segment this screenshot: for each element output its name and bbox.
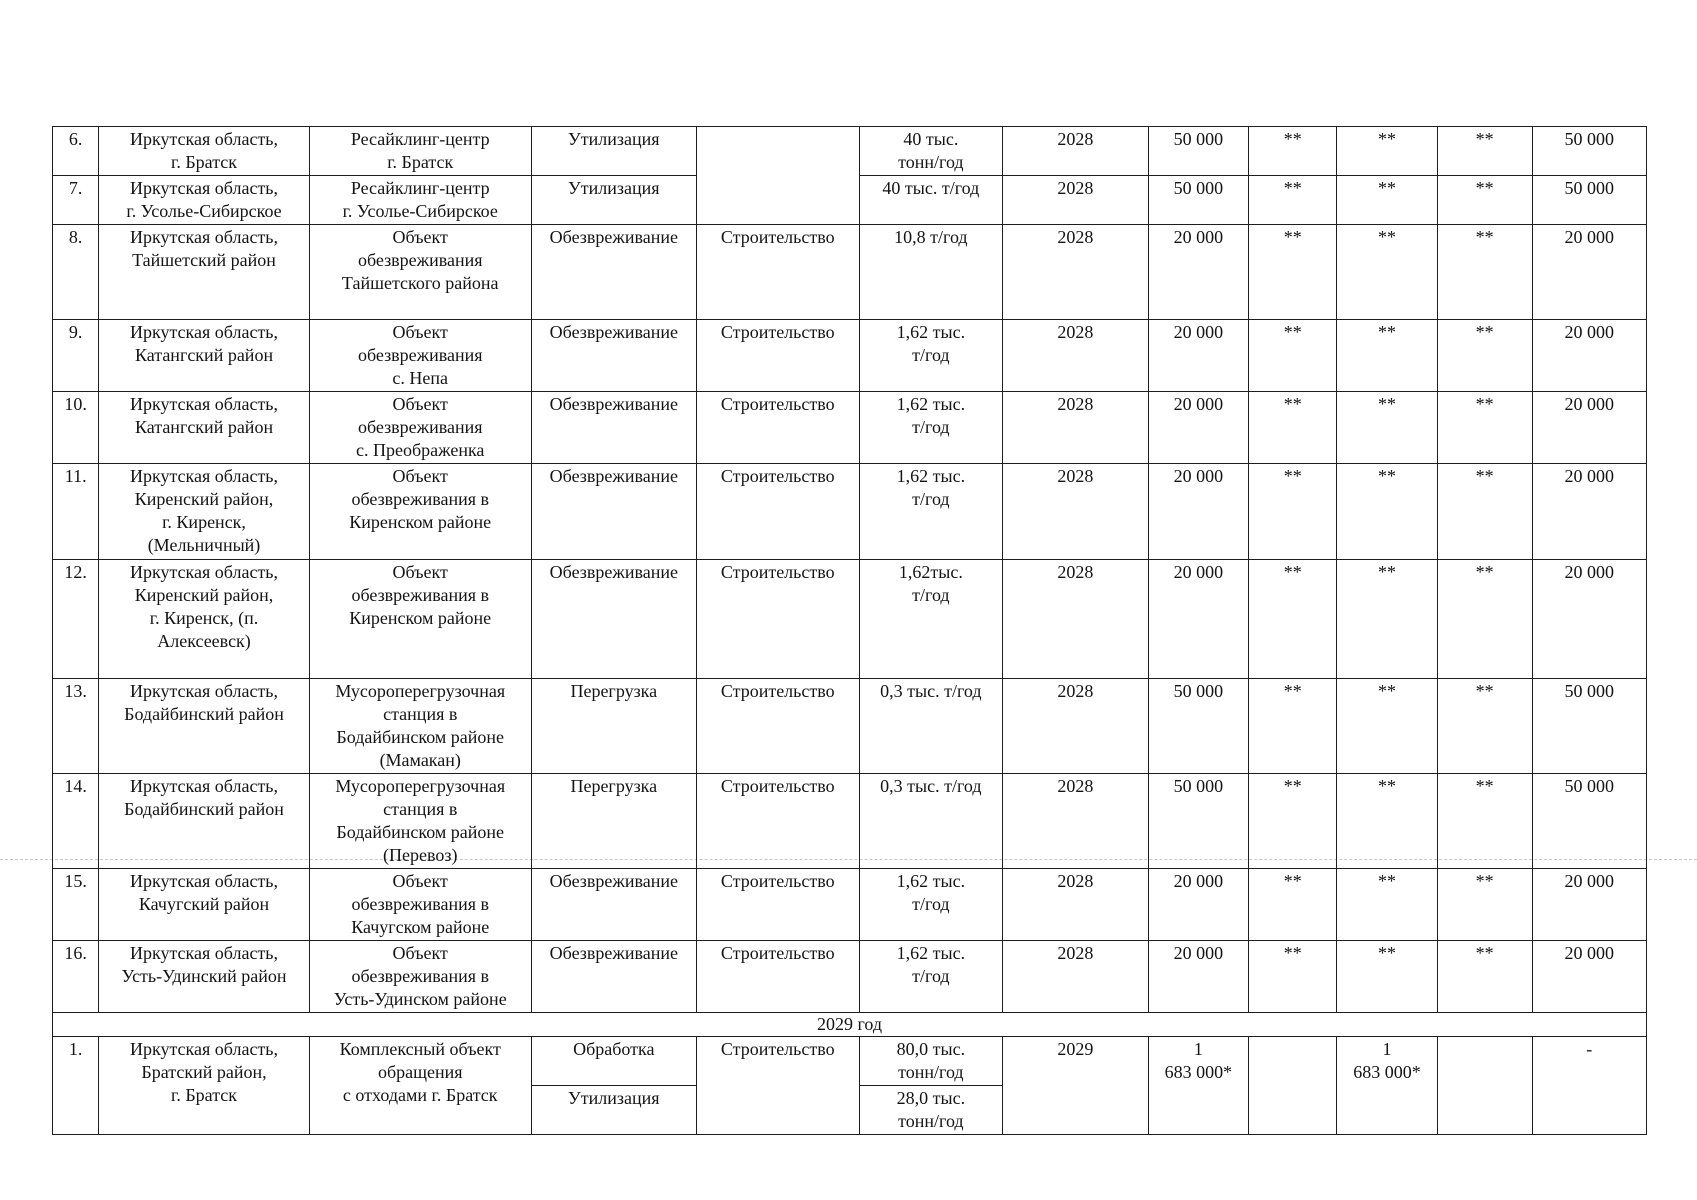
total-cost-cell: 50 000 xyxy=(1148,679,1248,774)
funding-cell: ** xyxy=(1437,464,1532,560)
funding-cell: ** xyxy=(1437,127,1532,176)
object-cell: Объект обезвреживания с. Преображенка xyxy=(309,392,531,464)
work-type-cell: Строительство xyxy=(696,464,859,560)
funding-cell: ** xyxy=(1337,392,1437,464)
waste-objects-table xyxy=(52,126,1647,1135)
work-type-cell xyxy=(696,127,859,225)
total-cost-cell: 20 000 xyxy=(1148,225,1248,320)
work-type-cell: Строительство xyxy=(696,679,859,774)
activity-cell: Утилизация xyxy=(531,1086,696,1135)
year-cell: 2028 xyxy=(1003,176,1149,225)
object-cell: Объект обезвреживания в Киренском районе xyxy=(309,464,531,560)
funding-total-cell: 50 000 xyxy=(1532,679,1646,774)
year-cell: 2029 xyxy=(1003,1037,1149,1135)
row-number: 1. xyxy=(53,1037,99,1135)
row-number: 14. xyxy=(53,774,99,869)
location-cell: Иркутская область, Катангский район xyxy=(99,320,309,392)
activity-cell: Обезвреживание xyxy=(531,464,696,560)
activity-cell: Перегрузка xyxy=(531,679,696,774)
year-cell: 2028 xyxy=(1003,127,1149,176)
capacity-cell: 80,0 тыс. тонн/год xyxy=(859,1037,1002,1086)
funding-total-cell: 20 000 xyxy=(1532,225,1646,320)
row-number: 7. xyxy=(53,176,99,225)
table-row xyxy=(53,560,1647,679)
object-cell: Ресайклинг-центр г. Усолье-Сибирское xyxy=(309,176,531,225)
funding-cell: ** xyxy=(1437,560,1532,679)
funding-cell: ** xyxy=(1437,869,1532,941)
year-cell: 2028 xyxy=(1003,225,1149,320)
funding-cell: ** xyxy=(1337,225,1437,320)
location-cell: Иркутская область, Бодайбинский район xyxy=(99,774,309,869)
table-row xyxy=(53,392,1647,464)
funding-total-cell: 20 000 xyxy=(1532,869,1646,941)
location-cell: Иркутская область, Братский район, г. Братск xyxy=(99,1037,309,1135)
funding-cell: ** xyxy=(1248,320,1336,392)
activity-cell: Обезвреживание xyxy=(531,941,696,1013)
table-row xyxy=(53,941,1647,1013)
funding-cell: ** xyxy=(1337,774,1437,869)
table-row xyxy=(53,320,1647,392)
funding-total-cell: 50 000 xyxy=(1532,127,1646,176)
funding-cell: ** xyxy=(1248,679,1336,774)
year-cell: 2028 xyxy=(1003,774,1149,869)
funding-cell: ** xyxy=(1248,225,1336,320)
location-cell: Иркутская область, Киренский район, г. Киренск, (п. Алексеевск) xyxy=(99,560,309,679)
work-type-cell: Строительство xyxy=(696,1037,859,1135)
table-row xyxy=(53,464,1647,560)
funding-total-cell: 20 000 xyxy=(1532,392,1646,464)
funding-total-cell: 50 000 xyxy=(1532,176,1646,225)
total-cost-cell: 50 000 xyxy=(1148,127,1248,176)
capacity-cell: 28,0 тыс. тонн/год xyxy=(859,1086,1002,1135)
funding-cell: ** xyxy=(1437,225,1532,320)
work-type-cell: Строительство xyxy=(696,774,859,869)
activity-cell: Обезвреживание xyxy=(531,560,696,679)
work-type-cell: Строительство xyxy=(696,869,859,941)
row-number: 10. xyxy=(53,392,99,464)
activity-cell: Обработка xyxy=(531,1037,696,1086)
year-cell: 2028 xyxy=(1003,392,1149,464)
funding-total-cell: - xyxy=(1532,1037,1646,1135)
capacity-cell: 0,3 тыс. т/год xyxy=(859,679,1002,774)
funding-cell: ** xyxy=(1337,320,1437,392)
funding-cell: ** xyxy=(1337,560,1437,679)
year-cell: 2028 xyxy=(1003,320,1149,392)
funding-cell: ** xyxy=(1248,560,1336,679)
capacity-cell: 1,62 тыс. т/год xyxy=(859,320,1002,392)
row-number: 6. xyxy=(53,127,99,176)
total-cost-cell: 50 000 xyxy=(1148,774,1248,869)
capacity-cell: 10,8 т/год xyxy=(859,225,1002,320)
capacity-cell: 1,62 тыс. т/год xyxy=(859,392,1002,464)
funding-cell: ** xyxy=(1248,774,1336,869)
year-section-header: 2029 год xyxy=(53,1013,1647,1037)
activity-cell: Обезвреживание xyxy=(531,320,696,392)
total-cost-cell: 20 000 xyxy=(1148,320,1248,392)
funding-cell: ** xyxy=(1337,127,1437,176)
object-cell: Объект обезвреживания с. Непа xyxy=(309,320,531,392)
work-type-cell: Строительство xyxy=(696,560,859,679)
total-cost-cell: 20 000 xyxy=(1148,869,1248,941)
object-cell: Мусороперегрузочная станция в Бодайбинском районе (Перевоз) xyxy=(309,774,531,869)
row-number: 15. xyxy=(53,869,99,941)
table-row xyxy=(53,1037,1647,1086)
object-cell: Объект обезвреживания Тайшетского района xyxy=(309,225,531,320)
object-cell: Объект обезвреживания в Усть-Удинском районе xyxy=(309,941,531,1013)
object-cell: Объект обезвреживания в Киренском районе xyxy=(309,560,531,679)
funding-cell xyxy=(1248,1037,1336,1135)
capacity-cell: 40 тыс. тонн/год xyxy=(859,127,1002,176)
funding-cell: ** xyxy=(1248,941,1336,1013)
funding-cell: ** xyxy=(1248,392,1336,464)
table-row xyxy=(53,127,1647,176)
total-cost-cell: 20 000 xyxy=(1148,392,1248,464)
funding-cell: ** xyxy=(1437,176,1532,225)
activity-cell: Обезвреживание xyxy=(531,225,696,320)
funding-cell: ** xyxy=(1337,679,1437,774)
year-section-row xyxy=(53,1013,1647,1037)
table-row xyxy=(53,679,1647,774)
funding-cell: 1 683 000* xyxy=(1337,1037,1437,1135)
funding-cell xyxy=(1437,1037,1532,1135)
capacity-cell: 1,62 тыс. т/год xyxy=(859,869,1002,941)
funding-cell: ** xyxy=(1437,774,1532,869)
year-cell: 2028 xyxy=(1003,941,1149,1013)
funding-cell: ** xyxy=(1437,320,1532,392)
location-cell: Иркутская область, Киренский район, г. Киренск, (Мельничный) xyxy=(99,464,309,560)
row-number: 12. xyxy=(53,560,99,679)
funding-cell: ** xyxy=(1437,392,1532,464)
work-type-cell: Строительство xyxy=(696,320,859,392)
object-cell: Комплексный объект обращения с отходами г. Братск xyxy=(309,1037,531,1135)
year-cell: 2028 xyxy=(1003,464,1149,560)
row-number: 9. xyxy=(53,320,99,392)
activity-cell: Утилизация xyxy=(531,176,696,225)
funding-total-cell: 20 000 xyxy=(1532,464,1646,560)
table-row xyxy=(53,774,1647,869)
location-cell: Иркутская область, г. Усолье-Сибирское xyxy=(99,176,309,225)
funding-cell: ** xyxy=(1248,869,1336,941)
work-type-cell: Строительство xyxy=(696,941,859,1013)
total-cost-cell: 20 000 xyxy=(1148,941,1248,1013)
funding-total-cell: 50 000 xyxy=(1532,774,1646,869)
total-cost-cell: 1 683 000* xyxy=(1148,1037,1248,1135)
object-cell: Ресайклинг-центр г. Братск xyxy=(309,127,531,176)
activity-cell: Обезвреживание xyxy=(531,869,696,941)
total-cost-cell: 20 000 xyxy=(1148,560,1248,679)
row-number: 11. xyxy=(53,464,99,560)
capacity-cell: 1,62 тыс. т/год xyxy=(859,941,1002,1013)
location-cell: Иркутская область, Бодайбинский район xyxy=(99,679,309,774)
total-cost-cell: 20 000 xyxy=(1148,464,1248,560)
object-cell: Мусороперегрузочная станция в Бодайбинском районе (Мамакан) xyxy=(309,679,531,774)
location-cell: Иркутская область, Качугский район xyxy=(99,869,309,941)
funding-cell: ** xyxy=(1337,869,1437,941)
funding-total-cell: 20 000 xyxy=(1532,320,1646,392)
capacity-cell: 0,3 тыс. т/год xyxy=(859,774,1002,869)
location-cell: Иркутская область, г. Братск xyxy=(99,127,309,176)
year-cell: 2028 xyxy=(1003,679,1149,774)
activity-cell: Обезвреживание xyxy=(531,392,696,464)
funding-cell: ** xyxy=(1437,941,1532,1013)
funding-cell: ** xyxy=(1248,464,1336,560)
funding-cell: ** xyxy=(1437,679,1532,774)
table-row xyxy=(53,869,1647,941)
capacity-cell: 1,62 тыс. т/год xyxy=(859,464,1002,560)
object-cell: Объект обезвреживания в Качугском районе xyxy=(309,869,531,941)
location-cell: Иркутская область, Катангский район xyxy=(99,392,309,464)
location-cell: Иркутская область, Тайшетский район xyxy=(99,225,309,320)
total-cost-cell: 50 000 xyxy=(1148,176,1248,225)
funding-cell: ** xyxy=(1248,127,1336,176)
year-cell: 2028 xyxy=(1003,560,1149,679)
funding-cell: ** xyxy=(1248,176,1336,225)
activity-cell: Утилизация xyxy=(531,127,696,176)
row-number: 13. xyxy=(53,679,99,774)
funding-total-cell: 20 000 xyxy=(1532,941,1646,1013)
table-row xyxy=(53,225,1647,320)
capacity-cell: 40 тыс. т/год xyxy=(859,176,1002,225)
row-number: 8. xyxy=(53,225,99,320)
work-type-cell: Строительство xyxy=(696,225,859,320)
location-cell: Иркутская область, Усть-Удинский район xyxy=(99,941,309,1013)
funding-cell: ** xyxy=(1337,464,1437,560)
funding-total-cell: 20 000 xyxy=(1532,560,1646,679)
funding-cell: ** xyxy=(1337,941,1437,1013)
capacity-cell: 1,62тыс. т/год xyxy=(859,560,1002,679)
row-number: 16. xyxy=(53,941,99,1013)
year-cell: 2028 xyxy=(1003,869,1149,941)
funding-cell: ** xyxy=(1337,176,1437,225)
work-type-cell: Строительство xyxy=(696,392,859,464)
activity-cell: Перегрузка xyxy=(531,774,696,869)
